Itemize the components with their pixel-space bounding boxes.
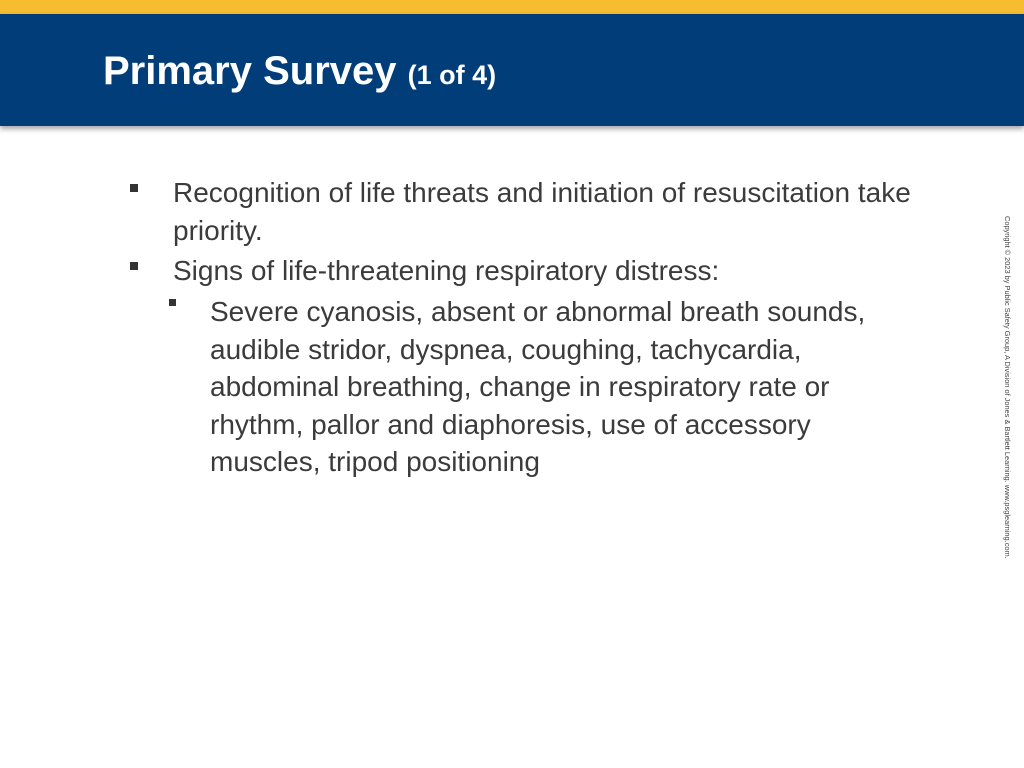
slide-title-sub: (1 of 4) [407, 60, 497, 90]
square-bullet-icon [169, 299, 176, 306]
copyright-notice: Copyright © 2023 by Public Safety Group, A Division of Jones & Bartlett Learning. www.psglearning.com. [1003, 216, 1012, 559]
slide-title-main: Primary Survey [103, 49, 397, 93]
square-bullet-icon [130, 184, 138, 192]
bullet-text: Signs of life-threatening respiratory distress: [173, 255, 720, 286]
square-bullet-icon [130, 262, 138, 270]
bullet-text: Recognition of life threats and initiation of resuscitation take priority. [173, 177, 911, 246]
sub-bullet-text: Severe cyanosis, absent or abnormal breath sounds, audible stridor, dyspnea, coughing, tachycardia, abdominal breathing, change in respiratory rate or rhythm, pallor and diaphoresis, use of accessory muscles, tripod positioning [210, 296, 866, 477]
